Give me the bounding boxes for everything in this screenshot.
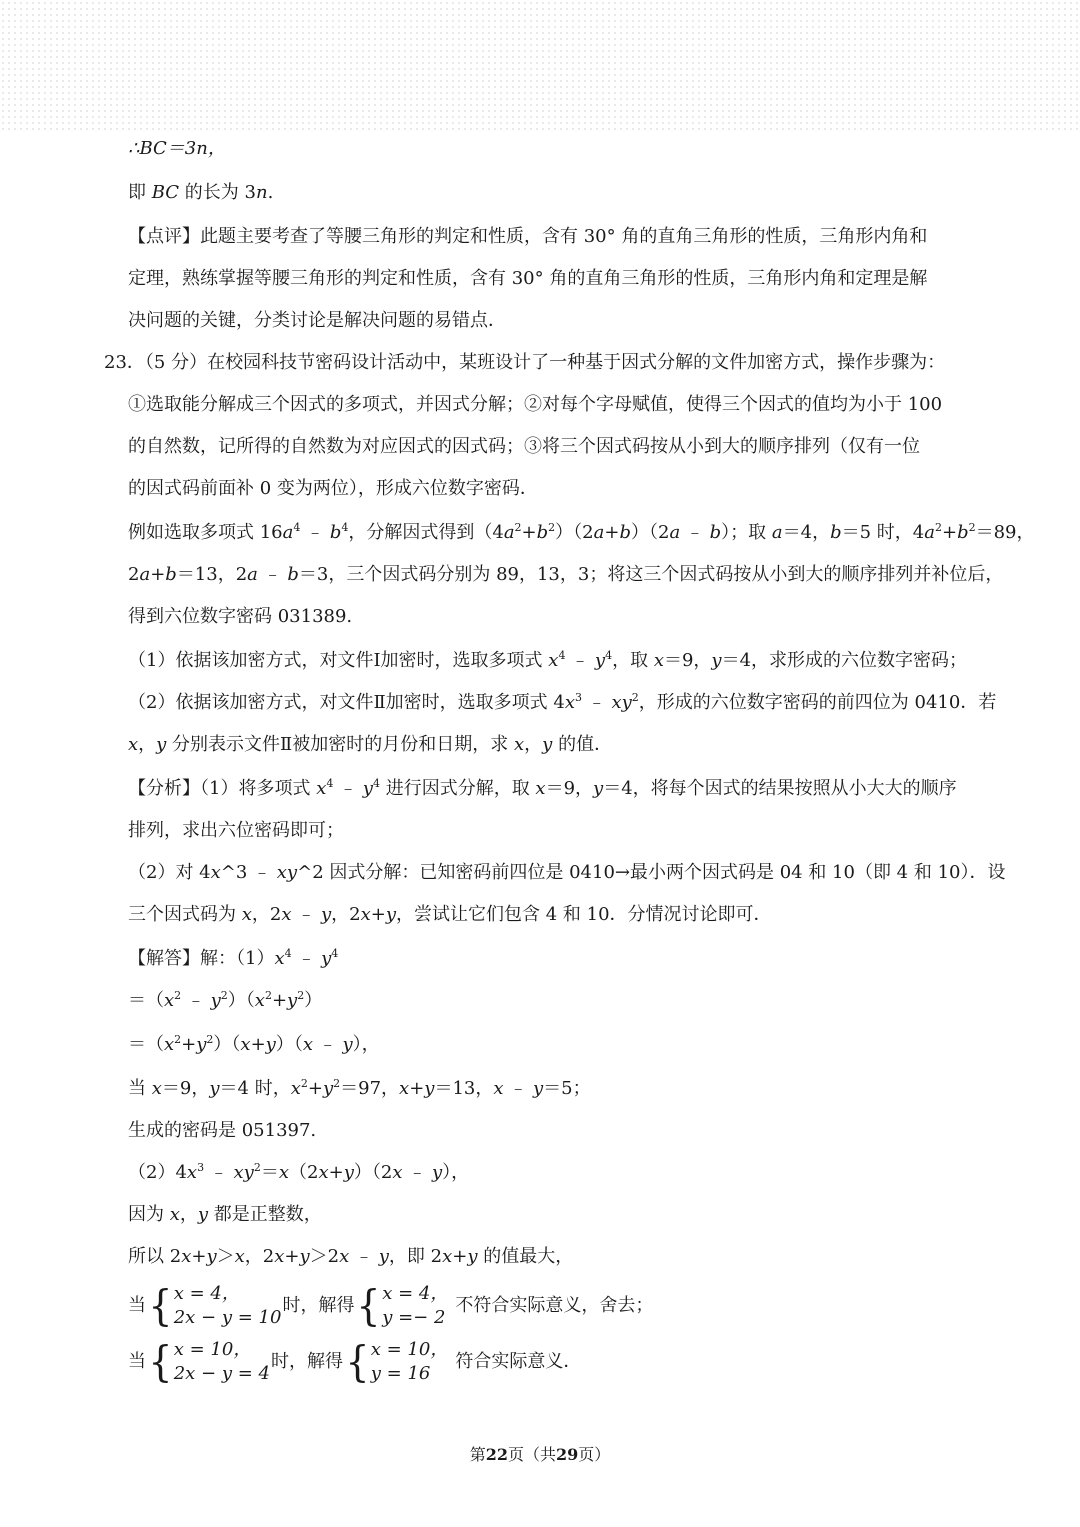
solution-line-1: 【解答】解：$(1)x^4$ ﹣ $y^4$ [128,947,339,969]
solution-line-4: 当 x＝9，y＝4 时，$x^2+y^2=97$，x+y＝13，x ﹣ y＝5； [128,1077,591,1099]
problem-23-step-2: 的自然数，记所得的自然数为对应因式的因式码；③将三个因式码按从小到大的顺序排列（仅有一位 [128,436,920,457]
analysis-line-3: （2）对 4x^3 ﹣ xy^2 因式分解：已知密码前四位是 0410→最小两个因式码是 04 和 10（即 4 和 10）．设 [128,862,1006,883]
brace-icon: { [345,1337,370,1386]
example-line-1: 例如选取多项式 $16a^4$ ﹣ $b^4$，分解因式得到$(4a^2+b^2)(2a+b)(2a$ ﹣ b）；取 a＝4，b＝5 时，$4a^2+b^2=89$， [128,521,1035,543]
example-line-3: 得到六位数字密码 031389. [128,606,353,627]
problem-23-step-3: 的因式码前面补 0 变为两位），形成六位数字密码． [128,478,538,499]
brace-icon: { [356,1281,381,1330]
line-1: ∴BC＝3n， [128,138,226,159]
problem-23-title: 23．（5 分）在校园科技节密码设计活动中，某班设计了一种基于因式分解的文件加密方式，操作步骤为： [104,352,946,373]
case-2: 当 { x = 10， 2x − y = 4 时，解得 { x = 10， y = 16 符合实际意义． [128,1337,582,1386]
system-1: { x = 4， 2x − y = 10 [148,1281,282,1330]
solution-line-2: $=(x^2$ ﹣ $y^2)(x^2+y^2)$ [128,989,323,1011]
case-1: 当 { x = 4， 2x − y = 10 时，解得 { x = 4， y =− 2 不符合实际意义，舍去； [128,1281,654,1330]
solution-line-3: $=(x^2+y^2)(x+y)(x$ ﹣ y）， [128,1033,380,1055]
brace-icon: { [148,1337,173,1386]
solution-line-5: 生成的密码是 051397. [128,1120,317,1141]
problem-23-step-1: ①选取能分解成三个因式的多项式，并因式分解；②对每个字母赋值，使得三个因式的值均为小于 100 [128,394,943,415]
comment-line-3: 决问题的关键，分类讨论是解决问题的易错点． [128,310,506,331]
brace-icon: { [148,1281,173,1330]
comment-line-2: 定理，熟练掌握等腰三角形的判定和性质，含有 30° 角的直角三角形的性质，三角形内角和定理是解 [128,268,928,289]
solution-line-8: 所以 2x+y＞x，2x+y＞2x ﹣ y，即 2x+y 的值最大， [128,1246,574,1267]
system-3: { x = 10， 2x − y = 4 [148,1337,271,1386]
question-1: （1）依据该加密方式，对文件Ⅰ加密时，选取多项式 $x^4$ ﹣ $y^4$，取 x＝9，y＝4，求形成的六位数字密码； [128,649,968,671]
page-footer: 第22页（共29页） [469,1445,611,1464]
comment-line-1: 【点评】此题主要考查了等腰三角形的判定和性质，含有 30° 角的直角三角形的性质，三角形内角和 [128,226,928,247]
system-2: { x = 4， y =− 2 [356,1281,449,1330]
example-line-2: 2a+b＝13，2a ﹣ b＝3，三个因式码分别为 89，13，3；将这三个因式码按从小到大的顺序排列并补位后， [128,564,1004,585]
analysis-line-4: 三个因式码为 x，2x ﹣ y，2x+y，尝试让它们包含 4 和 10．分情况讨论即可． [128,904,772,925]
system-4: { x = 10， y = 16 [345,1337,449,1386]
solution-line-7: 因为 x，y 都是正整数， [128,1204,322,1225]
analysis-line-1: 【分析】（1）将多项式 $x^4$ ﹣ $y^4$ 进行因式分解，取 x＝9，y＝4，将每个因式的结果按照从小大大的顺序 [128,777,957,799]
solution-line-6: $(2)4x^3$ ﹣ $xy^2=x(2x+y)(2x$ ﹣ y）， [128,1161,470,1183]
line-2: 即 BC 的长为 3n. [128,182,274,203]
question-2-line-1: （2）依据该加密方式，对文件Ⅱ加密时，选取多项式 $4x^3$ ﹣ $xy^2$，形成的六位数字密码的前四位为 0410．若 [128,691,997,713]
question-2-line-2: x，y 分别表示文件Ⅱ被加密时的月份和日期，求 x，y 的值． [128,734,613,755]
analysis-line-2: 排列，求出六位密码即可； [128,820,344,841]
